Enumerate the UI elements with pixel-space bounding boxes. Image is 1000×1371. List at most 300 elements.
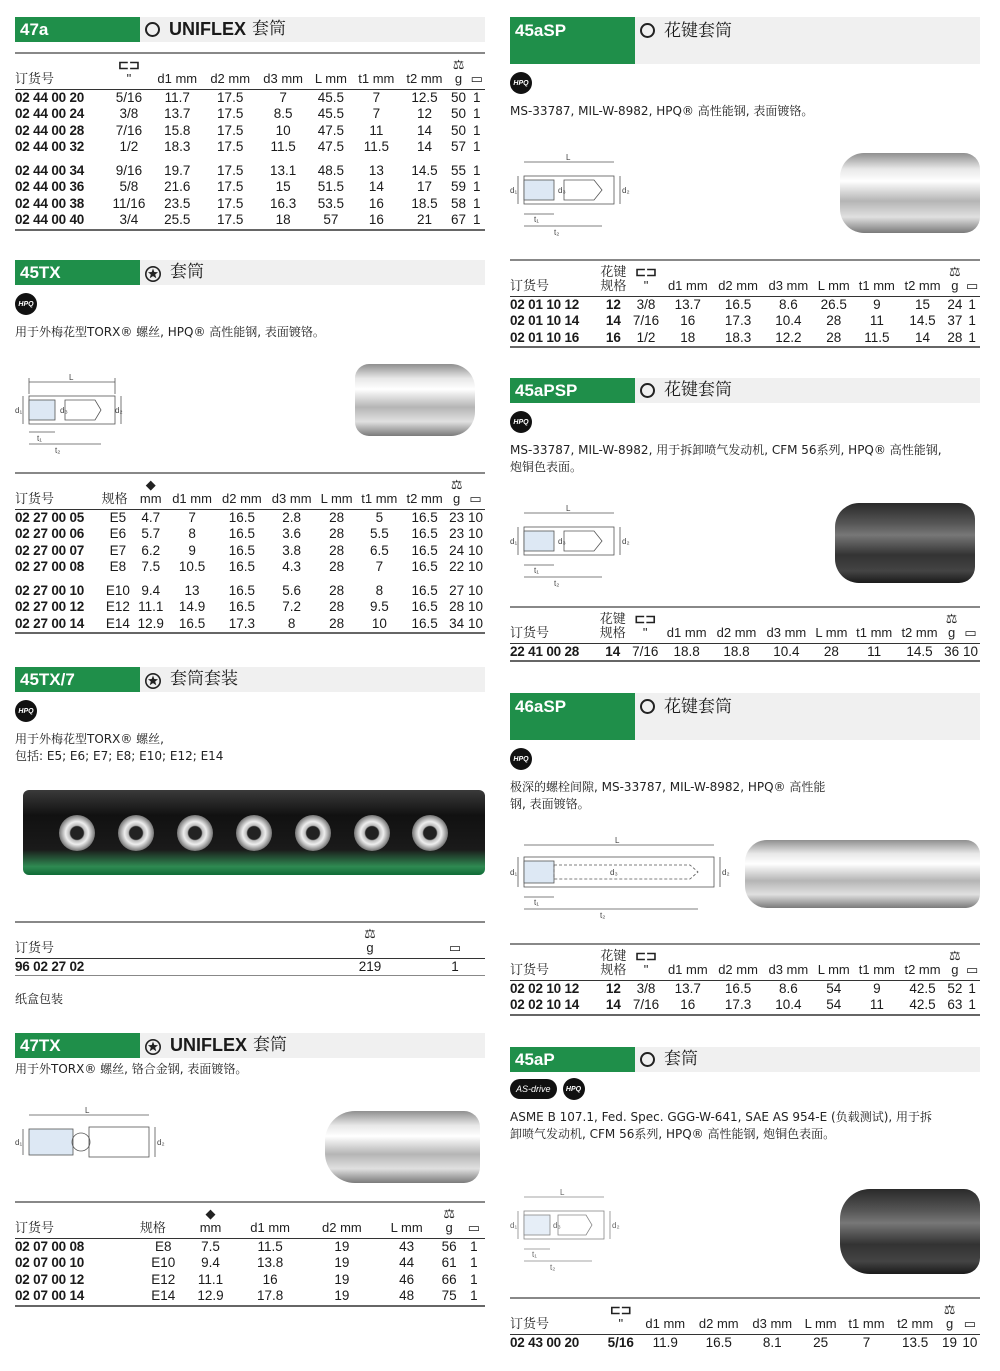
table-cell: E12 [151, 1271, 176, 1287]
table-cell: 11 [869, 997, 884, 1012]
col-d3: d3 mm [768, 961, 809, 977]
table-cell: 16.5 [724, 980, 752, 996]
table-cell: 14.5 [906, 643, 933, 659]
col-weight: ⚖ g [443, 1205, 455, 1235]
table-cell: 14 [605, 997, 621, 1012]
spec-table [510, 943, 980, 1016]
svg-text:d₁: d₁ [510, 868, 518, 877]
table-cell: 18.8 [723, 643, 750, 659]
table-cell: 11.9 [652, 1334, 678, 1350]
table-cell: 42.5 [909, 997, 936, 1012]
table-cell: 16.5 [228, 509, 255, 525]
order-number-cell: 02 02 10 14 [510, 997, 580, 1012]
table-cell: 1/2 [636, 329, 656, 345]
col-d2: d2 mm [698, 1315, 739, 1331]
svg-text:d₃: d₃ [60, 406, 68, 415]
col-t2: t2 mm [406, 490, 443, 506]
table-cell: 13.8 [256, 1255, 284, 1270]
table-cell: 1 [473, 179, 481, 194]
table-row [15, 958, 485, 976]
table-cell: 19.7 [164, 162, 191, 178]
scale-icon: ⚖ [443, 1205, 455, 1221]
scale-icon: ⚖ [450, 476, 463, 492]
order-number-cell: 96 02 27 02 [15, 958, 85, 974]
hpq-badge-icon: HPQ [15, 700, 37, 722]
col-d3: d3 mm [752, 1315, 793, 1331]
table-cell: 7.5 [201, 1238, 220, 1254]
table-cell: 21.6 [164, 179, 191, 194]
order-number-cell: 02 01 10 12 [510, 296, 580, 312]
table-cell: 3.6 [282, 526, 302, 541]
table-cell: 219 [358, 958, 382, 974]
svg-text:L: L [85, 1106, 90, 1115]
table-row [15, 576, 485, 600]
col-L: L mm [815, 624, 848, 640]
table-row [510, 296, 980, 313]
product-photo [835, 503, 975, 583]
col-drive: ⊏⊐ " [635, 947, 657, 977]
table-cell: E7 [109, 542, 127, 558]
col-pack [469, 53, 485, 89]
table-cell: 6.5 [369, 542, 389, 558]
socket-dimension-drawing [510, 1187, 625, 1272]
table-cell: 11 [867, 643, 882, 659]
table-cell: 9 [188, 542, 196, 558]
table-cell: 18.5 [411, 195, 438, 211]
table-cell: 16.5 [178, 615, 206, 631]
col-pack [964, 944, 980, 980]
spec-table [15, 1201, 485, 1307]
order-number-cell: 22 41 00 28 [510, 643, 580, 659]
col-t2: t2 mm [901, 624, 938, 640]
table-cell: 28 [329, 582, 345, 598]
col-L: L mm [314, 70, 347, 86]
scale-icon: ⚖ [452, 56, 465, 72]
table-cell: 1 [473, 122, 481, 138]
table-cell: 54 [826, 997, 842, 1012]
svg-text:d₂: d₂ [612, 1221, 620, 1230]
table-cell: 18.3 [724, 329, 752, 345]
table-cell: 14.9 [178, 599, 206, 614]
col-t2: t2 mm [904, 277, 941, 293]
table-cell: 16 [262, 1271, 278, 1287]
table-cell: 25.5 [164, 212, 191, 227]
col-d1: d1 mm [645, 1315, 686, 1331]
col-L: L mm [817, 277, 850, 293]
socket-dimension-drawing [510, 503, 635, 588]
table-row [15, 509, 485, 526]
table-cell: 1 [968, 296, 976, 312]
table-cell: 10 [962, 1334, 978, 1350]
col-order-no: 订货号 [15, 70, 55, 86]
col-spline-size: 花键 规格 [599, 610, 626, 640]
table-cell: 16.5 [411, 542, 438, 558]
col-d2: d2 mm [210, 70, 251, 86]
table-cell: 3/8 [119, 106, 139, 121]
table-cell: 13.7 [674, 980, 701, 996]
order-number-cell: 02 27 00 12 [15, 599, 85, 614]
svg-text:t₂: t₂ [550, 1263, 556, 1272]
spline-circle-icon [640, 699, 655, 714]
section-description: MS-33787, MIL-W-8982, 用于拆卸喷气发动机, CFM 56系列, HPQ® 高性能钢, 炮铜色表面。 [510, 443, 942, 474]
table-row [15, 139, 485, 156]
box-icon: ▭ [467, 1219, 481, 1235]
order-number-cell: 02 44 00 20 [15, 89, 85, 105]
table-cell: 5.7 [141, 526, 161, 541]
table-cell: 28 [823, 643, 839, 659]
hpq-badge-icon: HPQ [563, 1078, 585, 1100]
drive-icon: ⊏⊐ [609, 1301, 632, 1317]
table-cell: 3/4 [119, 212, 139, 227]
svg-text:d₂: d₂ [622, 186, 630, 195]
spec-table [15, 472, 485, 634]
col-order-no: 订货号 [510, 961, 550, 977]
table-cell: 22 [449, 559, 465, 574]
table-cell: 67 [451, 212, 467, 227]
table-cell: 44 [399, 1255, 415, 1270]
table-cell: 18 [680, 329, 696, 345]
table-row [15, 156, 485, 180]
table-cell: 17.3 [228, 615, 255, 631]
product-code: 45aP [510, 1047, 635, 1072]
table-cell: 61 [441, 1255, 457, 1270]
table-row [15, 526, 485, 543]
table-cell: 43 [399, 1238, 415, 1254]
product-code: 45TX [15, 260, 140, 285]
table-cell: 58 [451, 195, 467, 211]
svg-text:d₁: d₁ [510, 186, 518, 195]
section-45asp [510, 17, 980, 345]
table-cell: E8 [109, 559, 127, 574]
table-cell: 52 [947, 980, 963, 996]
svg-text:t₁: t₁ [532, 1250, 537, 1259]
spec-table [15, 52, 485, 231]
col-weight: ⚖ g [949, 263, 961, 293]
socket-dimension-drawing [15, 372, 130, 457]
section-45tx [15, 260, 485, 631]
title-bold: UNIFLEX [170, 1035, 248, 1055]
table-cell: 57 [451, 139, 467, 154]
table-cell: 75 [441, 1288, 457, 1303]
table-cell: 11.1 [197, 1271, 224, 1287]
torx-star-icon [145, 672, 161, 688]
table-cell: 11.7 [164, 89, 190, 105]
table-cell: 42.5 [909, 980, 936, 996]
table-cell: 28 [449, 599, 465, 614]
col-d1: d1 mm [172, 490, 212, 506]
table-cell: 10 [468, 526, 484, 541]
product-photo [325, 1111, 480, 1183]
table-cell: 10 [468, 615, 484, 631]
col-pack [425, 922, 485, 958]
product-code: 45TX/7 [15, 667, 140, 692]
order-number-cell: 02 44 00 34 [15, 162, 85, 178]
col-t2: t2 mm [904, 961, 941, 977]
table-cell: 14 [416, 122, 432, 138]
table-cell: 17.5 [217, 179, 244, 194]
table-row [15, 543, 485, 560]
table-cell: 15.8 [164, 122, 191, 138]
table-cell: 14.5 [411, 162, 438, 178]
table-cell: 13 [184, 582, 200, 598]
table-cell: 16.5 [411, 559, 438, 574]
table-cell: 12 [605, 980, 621, 996]
table-cell: 13.5 [901, 1334, 929, 1350]
packaging-note: 纸盒包装 [15, 992, 64, 1006]
table-cell: 9.4 [141, 582, 161, 598]
table-cell: 28 [947, 329, 963, 345]
section-header [510, 17, 980, 64]
section-46asp [510, 693, 980, 1012]
table-cell: 5 [375, 509, 384, 525]
table-row [15, 89, 485, 106]
section-title: 花键套筒 [664, 697, 732, 717]
svg-text:L: L [69, 373, 74, 382]
table-cell: 18 [275, 212, 291, 227]
table-cell: 4.3 [282, 559, 302, 574]
table-cell: 8.1 [762, 1334, 782, 1350]
table-cell: 1 [968, 997, 976, 1012]
col-order-no: 订货号 [510, 277, 550, 293]
table-cell: 1 [968, 313, 976, 328]
table-cell: 55 [451, 162, 467, 178]
table-row [510, 997, 980, 1015]
order-number-cell: 02 43 00 20 [510, 1334, 580, 1350]
table-cell: 16.5 [411, 509, 438, 525]
table-cell: 28 [329, 526, 345, 541]
table-cell: 19 [334, 1238, 350, 1254]
table-cell: 45.5 [317, 89, 345, 105]
col-d2: d2 mm [716, 624, 757, 640]
col-order-no: 订货号 [15, 490, 55, 506]
table-cell: 10 [275, 122, 291, 138]
order-number-cell: 02 44 00 36 [15, 179, 85, 194]
table-cell: 1 [470, 1271, 478, 1287]
section-description: 用于外TORX® 螺丝, 铬合金钢, 表面镀铬。 [15, 1062, 248, 1076]
table-cell: 14 [416, 139, 432, 154]
product-code: 47a [15, 17, 140, 42]
table-cell: 10 [468, 509, 484, 525]
product-code: 45aSP [510, 17, 635, 64]
section-45ap [510, 1047, 980, 1350]
socket-dimension-drawing [510, 835, 735, 920]
table-cell: 16.5 [228, 526, 255, 541]
table-cell: 14.5 [909, 313, 936, 328]
table-row [15, 106, 485, 123]
table-cell: 1 [968, 980, 976, 996]
svg-text:L: L [615, 836, 620, 845]
table-cell: 5/16 [607, 1334, 634, 1350]
table-cell: 17.5 [217, 195, 244, 211]
section-title: 套筒 [170, 262, 204, 282]
section-title: 套筒 [252, 19, 287, 39]
table-cell: 47.5 [317, 122, 345, 138]
order-number-cell: 02 07 00 14 [15, 1288, 85, 1303]
svg-text:d₂: d₂ [157, 1138, 165, 1147]
drive-icon: ⊏⊐ [118, 56, 140, 72]
scale-icon: ⚖ [364, 925, 376, 941]
table-cell: 1 [473, 162, 481, 178]
table-cell: 7/16 [115, 122, 143, 138]
torx-drive-icon: ◆ [205, 1205, 216, 1221]
col-d1: d1 mm [666, 624, 707, 640]
hpq-badge-icon: HPQ [15, 293, 37, 315]
col-t1: t1 mm [358, 70, 395, 86]
table-cell: 66 [441, 1271, 457, 1287]
torx-drive-icon: ◆ [145, 476, 156, 492]
table-cell: 46 [399, 1271, 415, 1287]
table-cell: 27 [449, 582, 465, 598]
col-drive: ⊏⊐ " [609, 1301, 632, 1331]
table-cell: 10 [963, 643, 979, 659]
col-spline-size: 花键 规格 [600, 263, 627, 293]
svg-text:t₁: t₁ [37, 434, 42, 443]
col-d2: d2 mm [718, 277, 758, 293]
product-code: 47TX [15, 1033, 140, 1058]
product-photo [355, 364, 475, 436]
order-number-cell: 02 07 00 12 [15, 1271, 85, 1287]
spec-table [510, 606, 980, 662]
table-cell: 1 [473, 212, 481, 227]
table-cell: 1 [473, 195, 481, 211]
table-cell: 17.3 [724, 997, 752, 1012]
table-cell: 4.7 [141, 509, 161, 525]
table-cell: E14 [105, 615, 130, 631]
table-cell: 5.6 [282, 582, 302, 598]
table-cell: 53.5 [317, 195, 345, 211]
section-description: MS-33787, MIL-W-8982, HPQ® 高性能钢, 表面镀铬。 [510, 104, 814, 118]
table-cell: 3.8 [282, 542, 302, 558]
box-icon: ▭ [964, 624, 977, 640]
table-cell: 28 [329, 542, 345, 558]
svg-text:t₂: t₂ [600, 911, 606, 920]
col-drive: ⊏⊐ " [118, 56, 140, 86]
table-cell: 11.5 [270, 139, 296, 154]
table-row [15, 123, 485, 140]
table-cell: 57 [323, 212, 339, 227]
svg-text:L: L [566, 153, 571, 162]
col-d3: d3 mm [263, 70, 303, 86]
table-cell: 10.5 [178, 559, 206, 574]
scale-icon: ⚖ [945, 610, 958, 626]
table-row [15, 559, 485, 576]
section-header [15, 667, 485, 692]
product-code: 46aSP [510, 693, 635, 740]
order-number-cell: 02 44 00 40 [15, 212, 85, 227]
col-weight: ⚖ g [949, 947, 961, 977]
table-cell: 12.5 [411, 89, 438, 105]
table-cell: 10 [468, 582, 484, 598]
section-description-line1: 用于外梅花型TORX® 螺丝, [15, 732, 164, 746]
section-header [15, 17, 485, 42]
table-cell: 28 [329, 559, 345, 574]
order-number-cell: 02 27 00 14 [15, 615, 85, 631]
box-icon: ▭ [469, 490, 482, 506]
svg-text:L: L [566, 504, 571, 513]
box-icon: ▭ [966, 277, 979, 293]
section-title: 花键套筒 [664, 380, 732, 400]
table-cell: 10 [468, 542, 484, 558]
table-cell: 14 [605, 313, 621, 328]
as-drive-badge-icon: AS-drive [510, 1079, 557, 1099]
table-cell: 16 [368, 195, 384, 211]
table-cell: 7 [862, 1334, 871, 1350]
col-pack [463, 1202, 485, 1238]
table-cell: 5.5 [369, 526, 389, 541]
section-45tx7 [15, 667, 485, 1006]
svg-text:t₂: t₂ [554, 228, 560, 237]
table-cell: 16 [368, 212, 384, 227]
table-cell: 15 [915, 296, 931, 312]
table-cell: 16.5 [228, 599, 255, 614]
table-cell: 14 [915, 329, 931, 345]
col-d1: d1 mm [157, 70, 198, 86]
table-cell: 16.5 [411, 526, 438, 541]
table-cell: E6 [109, 526, 127, 541]
svg-text:L: L [560, 1188, 565, 1197]
table-cell: 19 [334, 1255, 350, 1270]
col-order-no: 订货号 [510, 624, 550, 640]
table-cell: 17.8 [256, 1288, 284, 1303]
col-t1: t1 mm [858, 277, 895, 293]
table-cell: E12 [105, 599, 130, 614]
table-cell: 25 [813, 1334, 829, 1350]
table-cell: 9.4 [201, 1255, 220, 1270]
table-cell: 11.5 [864, 329, 890, 345]
socket-set-photo [23, 790, 485, 875]
svg-text:t₂: t₂ [554, 579, 560, 588]
svg-text:t₁: t₁ [534, 898, 539, 907]
section-title: 套筒 [664, 1049, 698, 1069]
title-bold: UNIFLEX [169, 19, 247, 39]
col-weight: ⚖ g [364, 925, 376, 955]
table-cell: 10.4 [775, 313, 802, 328]
col-drive: ◆ mm [199, 1205, 222, 1235]
col-order-no: 订货号 [510, 1315, 550, 1331]
table-cell: 48 [399, 1288, 415, 1303]
col-d2: d2 mm [718, 961, 758, 977]
hpq-badge-icon: HPQ [510, 72, 532, 94]
table-cell: 47.5 [317, 139, 345, 154]
col-t1: t1 mm [848, 1315, 885, 1331]
svg-text:d₃: d₃ [558, 186, 566, 195]
table-cell: 8.5 [273, 106, 293, 121]
col-L: L mm [320, 490, 353, 506]
table-cell: 11 [869, 313, 884, 328]
table-cell: 17.5 [217, 122, 244, 138]
table-cell: 9/16 [115, 162, 143, 178]
table-cell: 12 [605, 296, 621, 312]
table-cell: 9.5 [369, 599, 389, 614]
table-cell: 10.4 [773, 643, 800, 659]
table-cell: 28 [329, 599, 345, 614]
col-order-no: 订货号 [15, 1219, 55, 1235]
col-d1: d1 mm [250, 1219, 290, 1235]
table-cell: 9 [873, 980, 881, 996]
table-cell: 17.5 [217, 139, 244, 154]
order-number-cell: 02 02 10 12 [510, 980, 580, 996]
table-cell: 1/2 [119, 139, 139, 154]
col-L: L mm [390, 1219, 423, 1235]
table-cell: 17.5 [217, 89, 244, 105]
section-header [510, 378, 980, 403]
col-size: 规格 [101, 490, 128, 506]
table-row [510, 330, 980, 348]
table-cell: 48.5 [317, 162, 345, 178]
order-number-cell: 02 01 10 16 [510, 329, 580, 345]
table-cell: 7/16 [632, 997, 660, 1012]
table-cell: 24 [947, 296, 963, 312]
